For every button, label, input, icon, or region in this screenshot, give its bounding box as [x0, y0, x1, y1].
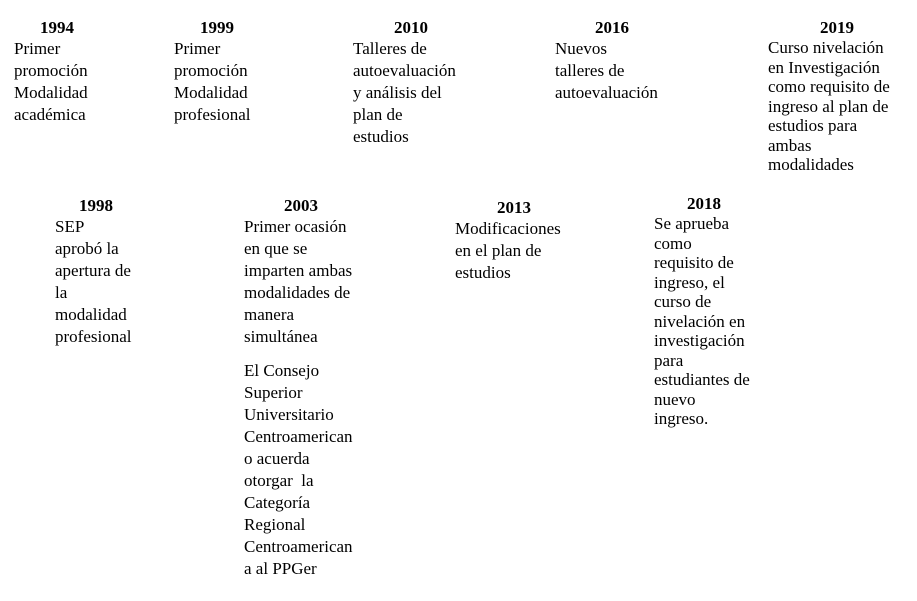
- description-line: estudios para: [768, 116, 858, 135]
- description-line: autoevaluación: [555, 83, 658, 102]
- description-line: estudios: [353, 127, 409, 146]
- description-line: a al PPGer: [244, 559, 317, 578]
- event-1999: [174, 18, 250, 126]
- description-line: Modalidad: [14, 83, 88, 102]
- description-line: Primer: [14, 39, 61, 58]
- description-line: ingreso.: [654, 409, 709, 428]
- description-line: Primer ocasión: [244, 217, 347, 236]
- event-description: [14, 38, 88, 126]
- event-1998: [55, 196, 131, 348]
- description-line: como requisito de: [768, 77, 890, 96]
- description-line: ingreso, el: [654, 272, 725, 292]
- description-line: ingreso al plan de: [768, 96, 889, 116]
- description-line: profesional: [55, 327, 132, 346]
- event-year: 2013: [497, 198, 531, 217]
- event-year: 2019: [820, 18, 854, 37]
- description-line: imparten ambas: [244, 261, 353, 280]
- description-line: modalidades: [768, 155, 854, 174]
- description-line: o acuerda: [244, 449, 310, 468]
- event-description: [768, 38, 890, 175]
- event-year: 2010: [394, 18, 428, 37]
- description-line: aprobó la: [55, 239, 119, 258]
- description-line: Universitario: [244, 405, 334, 424]
- event-description: [353, 38, 456, 148]
- description-line: la: [55, 283, 68, 302]
- description-line: nivelación en: [654, 311, 746, 331]
- description-line: Nuevos: [555, 39, 607, 58]
- description-line: talleres de: [555, 61, 625, 80]
- description-line: Centroamerican: [244, 537, 353, 556]
- description-line: Superior: [244, 383, 303, 402]
- description-line: promoción: [14, 61, 88, 80]
- event-year: 2018: [687, 194, 721, 213]
- description-line: curso de: [654, 292, 712, 311]
- description-line: en Investigación: [768, 57, 880, 77]
- event-description: [455, 218, 561, 284]
- description-line: simultánea: [244, 327, 318, 346]
- description-line: académica: [14, 105, 86, 124]
- event-year: 1994: [40, 18, 74, 37]
- description-line: como: [654, 233, 692, 253]
- event-2016: [555, 18, 658, 104]
- paragraph-gap: [244, 348, 353, 360]
- description-line: Categoría: [244, 493, 311, 512]
- description-line: otorgar la: [244, 471, 314, 490]
- event-description-second: [244, 360, 353, 580]
- event-1994: [14, 18, 88, 126]
- event-year: 1998: [79, 196, 113, 215]
- event-year: 1999: [200, 18, 234, 37]
- description-line: requisito de: [654, 253, 734, 272]
- description-line: en el plan de: [455, 241, 542, 260]
- description-line: manera: [244, 305, 295, 324]
- event-description: [55, 216, 131, 348]
- description-line: autoevaluación: [353, 61, 456, 80]
- description-line: Primer: [174, 39, 221, 58]
- description-line: apertura de: [55, 261, 131, 280]
- description-line: profesional: [174, 105, 251, 124]
- event-2003: [244, 196, 353, 580]
- event-2013: [455, 198, 561, 284]
- description-line: y análisis del: [353, 83, 442, 102]
- event-description: [654, 214, 750, 429]
- description-line: Centroamerican: [244, 427, 353, 446]
- description-line: modalidad: [55, 305, 127, 324]
- event-description: [555, 38, 658, 104]
- event-2018: [654, 194, 750, 429]
- description-line: investigación: [654, 331, 745, 350]
- description-line: Modificaciones: [455, 219, 561, 238]
- description-line: en que se: [244, 239, 308, 258]
- description-line: promoción: [174, 61, 248, 80]
- event-2019: [768, 18, 890, 175]
- event-description: [244, 216, 353, 348]
- event-2010: [353, 18, 456, 148]
- event-year: 2016: [595, 18, 629, 37]
- description-line: para: [654, 350, 684, 370]
- event-description: [174, 38, 250, 126]
- description-line: El Consejo: [244, 361, 320, 380]
- description-line: nuevo: [654, 389, 696, 409]
- description-line: Curso nivelación: [768, 38, 884, 57]
- description-line: ambas: [768, 135, 812, 155]
- description-line: plan de: [353, 105, 403, 124]
- description-line: modalidades de: [244, 283, 351, 302]
- description-line: Regional: [244, 515, 306, 534]
- description-line: Se aprueba: [654, 214, 730, 233]
- description-line: Modalidad: [174, 83, 248, 102]
- description-line: estudiantes de: [654, 370, 750, 389]
- description-line: SEP: [55, 217, 85, 236]
- description-line: estudios: [455, 263, 511, 282]
- event-year: 2003: [284, 196, 318, 215]
- description-line: Talleres de: [353, 39, 427, 58]
